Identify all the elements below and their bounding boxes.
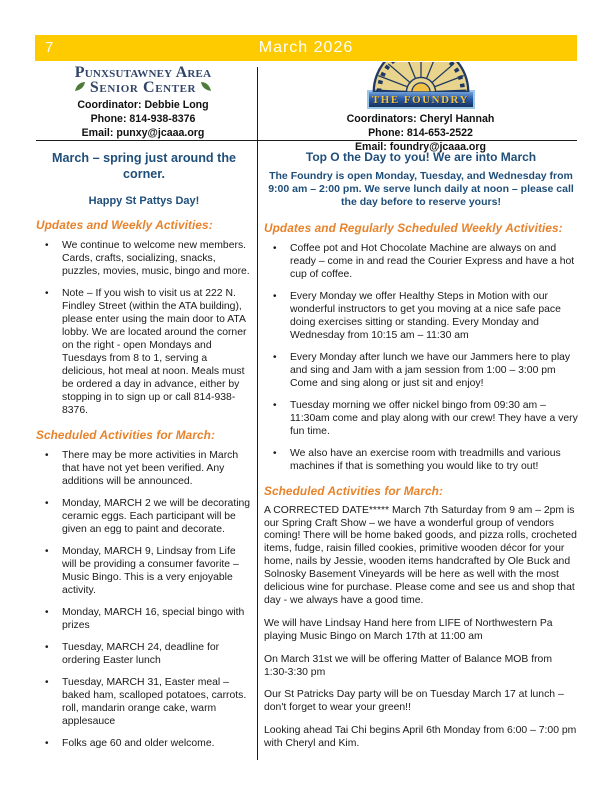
list-item: • Monday, MARCH 16, special bingo with prizes xyxy=(36,606,252,632)
page-header-bar xyxy=(35,35,577,61)
foundry-name: THE FOUNDRY xyxy=(371,93,470,106)
column-divider xyxy=(257,67,258,760)
left-section1-list xyxy=(36,239,252,417)
list-item: • We continue to welcome new members. Cards, crafts, socializing, snacks, puzzles, movies, music, bingo and more. xyxy=(36,239,252,278)
list-item: • Every Monday we offer Healthy Steps in Motion with our wonderful instructors to get you moving at a nice safe pace doing exercises sitting or standing. Every Monday and Wednesday from 10:15 am – 11:30 am xyxy=(264,290,578,342)
paragraph: Looking ahead Tai Chi begins April 6th Monday from 6:00 – 7:00 pm with Cheryl and Kim. xyxy=(264,725,577,750)
paragraph: We will have Lindsay Hand here from LIFE of Northwestern Pa playing Music Bingo on March 17th at 11:00 am xyxy=(264,617,553,642)
paragraph: A CORRECTED DATE***** March 7th Saturday from 9 am – 2pm is our Spring Craft Show – we have a wonderful group of vendors coming! There will be home baked goods, and pizza rolls, crocheted items, fudge, raisin filled cookies, primitive wooden décor for your home, nails by Jessie, wooden items handcrafted by Ole Buck and Solnosky Basement Vineyards will be here as well with the most delicious wine for purchase. Please come and see us and shop that day - we always have a good time. xyxy=(264,504,577,606)
leaf-icon xyxy=(200,80,212,95)
left-column xyxy=(36,145,252,759)
list-item: • Tuesday, MARCH 24, deadline for ordering Easter lunch xyxy=(36,641,252,667)
list-item: • Coffee pot and Hot Chocolate Machine are always on and ready – come in and read the Courier Express and have a hot cup of coffee. xyxy=(264,242,578,281)
paragraph: On March 31st we will be offering Matter of Balance MOB from 1:30-3:30 pm xyxy=(264,653,552,678)
st-pattys-subheading: Happy St Pattys Day! xyxy=(88,195,200,207)
right-column xyxy=(264,145,578,761)
phone-line: Phone: 814-653-2522 xyxy=(368,127,473,140)
right-section1-title: Updates and Regularly Scheduled Weekly Activities: xyxy=(264,220,563,235)
phone-line: Phone: 814-938-8376 xyxy=(90,113,196,126)
left-section1-title: Updates and Weekly Activities: xyxy=(36,218,213,232)
left-section2-list xyxy=(36,449,252,750)
foundry-header xyxy=(264,62,577,155)
page-number: 7 xyxy=(45,39,55,56)
list-item: • Tuesday, MARCH 31, Easter meal – baked ham, scalloped potatoes, carrots. roll, mandarin orange cake, warm applesauce xyxy=(36,676,252,728)
fan-window-icon xyxy=(365,62,477,92)
list-item: • Folks age 60 and older welcome. xyxy=(36,737,252,750)
senior-center-name-line2-row xyxy=(36,80,250,95)
coordinator-line: Coordinators: Cheryl Hannah xyxy=(346,113,495,125)
right-column-heading: Top O the Day to you! We are into March xyxy=(305,150,537,164)
right-section1-list xyxy=(264,242,578,473)
month-title: March 2026 xyxy=(258,39,354,56)
list-item: • Note – If you wish to visit us at 222 N. Findley Street (within the ATA building), please enter using the main door to ATA lobby. We are located around the corner on the right - open Mondays and Tuesdays from 8 to 1, serving a delicious, hot meal at noon. Meals must be ordered a day in advance, either by stopping in to sign up or call 814-938-8376. xyxy=(36,287,252,417)
senior-center-name-line1: Punxsutawney Area xyxy=(74,64,212,81)
leaf-icon xyxy=(74,80,86,95)
list-item: • Monday, MARCH 2 we will be decorating ceramic eggs. Each participant will be given an egg to paint and decorate. xyxy=(36,497,252,536)
email-line: Email: punxy@jcaaa.org xyxy=(81,127,205,140)
list-item: • Tuesday morning we offer nickel bingo from 09:30 am – 11:30am come and play along with our crew! They have a very fun time. xyxy=(264,399,578,438)
paragraph: Our St Patricks Day party will be on Tuesday March 17 at lunch – don't forget to wear your green!! xyxy=(264,689,564,714)
left-section2-title: Scheduled Activities for March: xyxy=(36,428,215,442)
list-item: • We also have an exercise room with treadmills and various machines if that is something you would like to try out! xyxy=(264,447,578,473)
senior-center-contact xyxy=(36,98,250,141)
right-section2-title: Scheduled Activities for March: xyxy=(264,483,443,498)
left-column-heading: March – spring just around the corner. xyxy=(51,151,237,181)
foundry-hours-intro: The Foundry is open Monday, Tuesday, and Wednesday from 9:00 am – 2:00 pm. We serve lunch daily at noon – please call the day before to reserve yours! xyxy=(268,170,574,209)
list-item: • There may be more activities in March that have not yet been verified. Any additions will be announced. xyxy=(36,449,252,488)
list-item: • Monday, MARCH 9, Lindsay from Life will be providing a consumer favorite – Music Bingo. This is a very enjoyable activity. xyxy=(36,545,252,597)
foundry-logo-banner xyxy=(367,90,475,109)
list-item: • Every Monday after lunch we have our Jammers here to play and sing and Jam with a jam session from 1:00 – 3:00 pm Come and sing along or just sit and enjoy! xyxy=(264,351,578,390)
email-line: Email: foundry@jcaaa.org xyxy=(354,141,486,154)
senior-center-header xyxy=(36,65,250,141)
coordinator-line: Coordinator: Debbie Long xyxy=(77,99,209,111)
senior-center-name-line2: Senior Center xyxy=(89,79,197,96)
